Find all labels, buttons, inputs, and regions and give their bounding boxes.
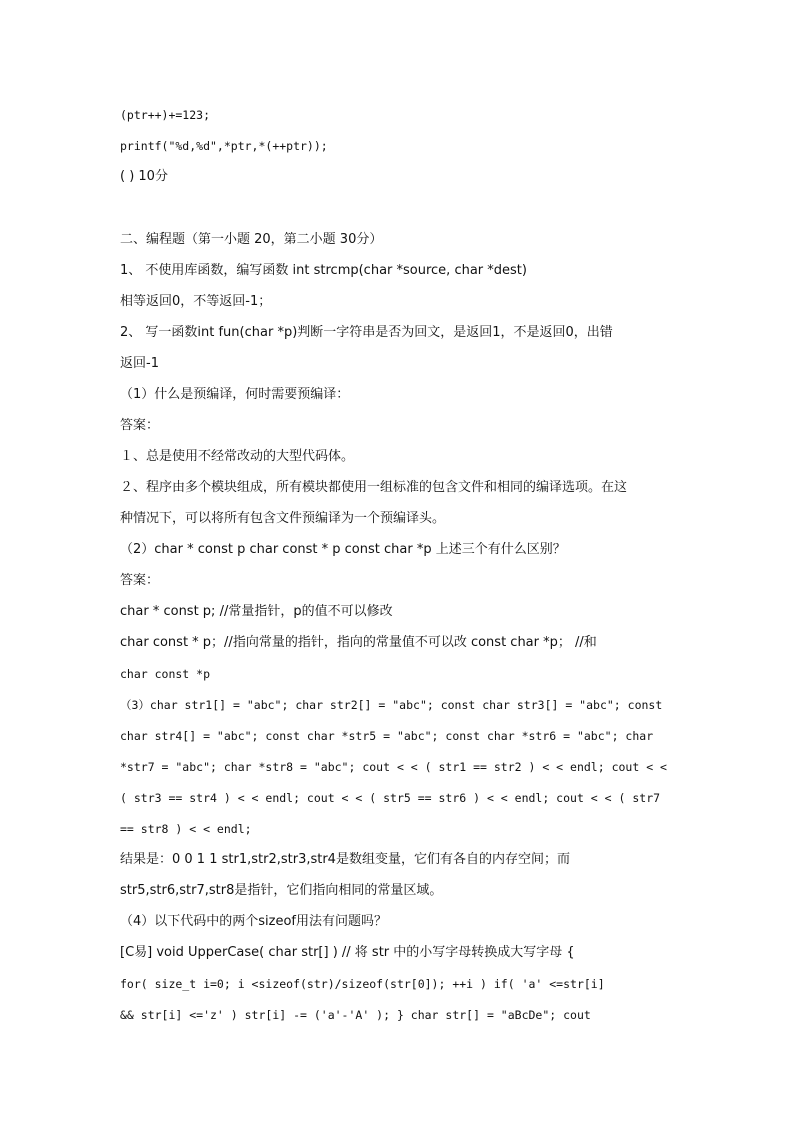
code-question-line-1: [C易] void UpperCase( char str[] ) // 将 str 中的小写字母转换成大写字母 {	[120, 945, 575, 960]
answer-1-point-2-continued: 种情况下，可以将所有包含文件预编译为一个预编译头。	[120, 511, 446, 526]
code-question-line-3: && str[i] <='z' ) str[i] -= ('a'-'A' ); } char str[] = "aBcDe"; cout	[120, 1008, 591, 1022]
section-spacer	[120, 197, 676, 229]
document-body	[120, 104, 676, 1035]
code-line-printf: printf("%d,%d",*ptr,*(++ptr));	[120, 139, 328, 153]
subquestion-1: （1）什么是预编译，何时需要预编译：	[120, 387, 350, 402]
question-1: 1、 不使用库函数，编写函数 int strcmp(char *source, char *dest)	[120, 263, 527, 278]
subquestion-3-line-4: ( str3 == str4 ) < < endl; cout < < ( str5 == str6 ) < < endl; cout < < ( str7	[120, 791, 661, 805]
answer-2-line-3: char const *p	[120, 667, 211, 681]
question-2: 2、 写一函数int fun(char *p)判断一字符串是否为回文，是返回1，不是返回0，出错	[120, 325, 613, 340]
subquestion-3-line-5: == str8 ) < < endl;	[120, 822, 252, 836]
answer-2-line-2: char const * p；//指向常量的指针，指向的常量值不可以改 const char *p； //和	[120, 635, 597, 650]
answer-1-point-2: ２、程序由多个模块组成，所有模块都使用一组标准的包含文件和相同的编译选项。在这	[120, 480, 628, 495]
code-question-line-2: for( size_t i=0; i <sizeof(str)/sizeof(str[0]); ++i ) if( 'a' <=str[i]	[120, 977, 605, 991]
answer-3-line-2: str5,str6,str7,str8是指针，它们指向相同的常量区域。	[120, 883, 443, 898]
answer-label-1: 答案：	[120, 418, 160, 433]
subquestion-3-line-2: char str4[] = "abc"; const char *str5 = "abc"; const char *str6 = "abc"; char	[120, 729, 654, 743]
answer-3-line-1: 结果是：0 0 1 1 str1,str2,str3,str4是数组变量，它们有各自的内存空间；而	[120, 852, 570, 867]
subquestion-2: （2）char * const p char const * p const char *p 上述三个有什么区别？	[120, 542, 566, 557]
answer-1-point-1: １、总是使用不经常改动的大型代码体。	[120, 449, 355, 464]
subquestion-3-line-3: *str7 = "abc"; char *str8 = "abc"; cout < < ( str1 == str2 ) < < endl; cout < <	[120, 760, 667, 774]
question-1-detail: 相等返回0，不等返回-1；	[120, 294, 272, 309]
section-heading-programming: 二、编程题（第一小题 20，第二小题 30分）	[120, 232, 383, 247]
answer-2-line-1: char * const p; //常量指针，p的值不可以修改	[120, 604, 393, 619]
score-line: ( ) 10分	[120, 169, 168, 184]
subquestion-4: （4）以下代码中的两个sizeof用法有问题吗？	[120, 914, 388, 929]
code-line-ptr-increment: (ptr++)+=123;	[120, 108, 211, 122]
answer-label-2: 答案：	[120, 573, 160, 588]
question-2-continued: 返回-1	[120, 356, 159, 371]
subquestion-3-line-1: （3）char str1[] = "abc"; char str2[] = "abc"; const char str3[] = "abc"; const	[120, 698, 663, 712]
